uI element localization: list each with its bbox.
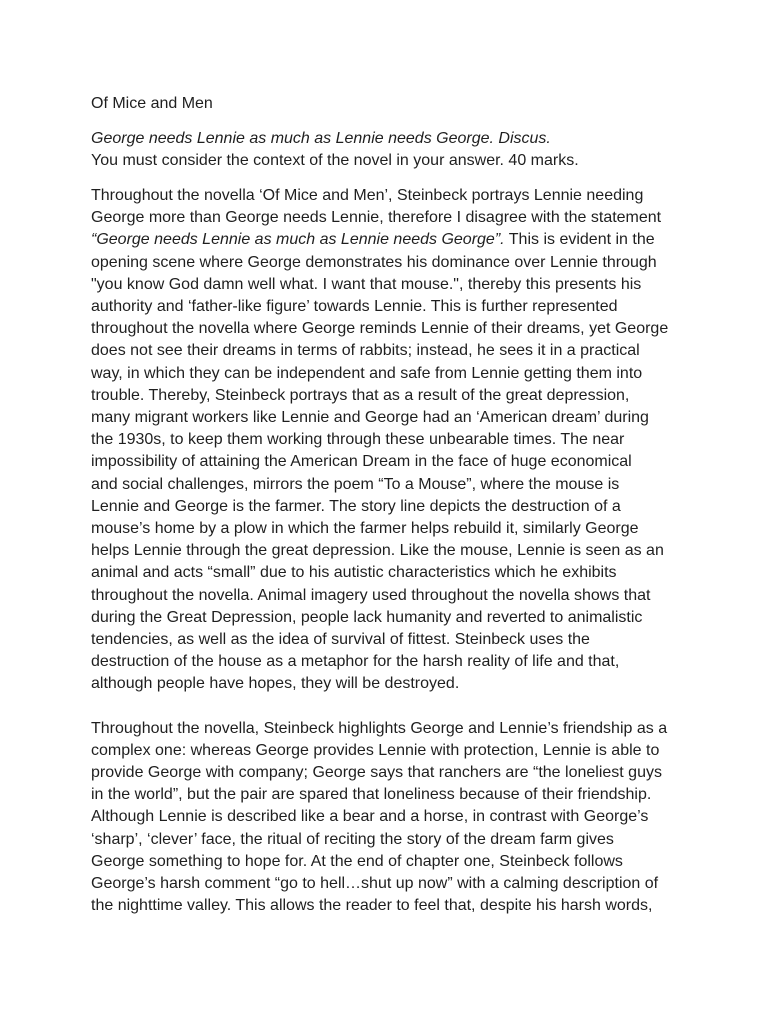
text-line: throughout the novella where George reminds Lennie of their dreams, yet George	[91, 320, 669, 338]
text-line: tendencies, as well as the idea of survival of fittest. Steinbeck uses the	[91, 631, 590, 649]
text-line: during the Great Depression, people lack humanity and reverted to animalistic	[91, 608, 643, 626]
essay-question	[91, 128, 691, 172]
text-line: opening scene where George demonstrates his dominance over Lennie through	[91, 253, 657, 271]
text-line: authority and ‘father-like figure’ towards Lennie. This is further represented	[91, 298, 618, 316]
text-line: "you know God damn well what. I want that mouse.", thereby this presents his	[91, 275, 642, 293]
text-line: George more than George needs Lennie, therefore I disagree with the statement	[91, 209, 662, 227]
text-line: ‘sharp’, ‘clever’ face, the ritual of reciting the story of the dream farm gives	[91, 830, 614, 848]
document-content	[91, 93, 691, 918]
text-line: way, in which they can be independent and safe from Lennie getting them into	[91, 364, 643, 382]
text-line: the 1930s, to keep them working through these unbearable times. The near	[91, 431, 625, 449]
text-line: does not see their dreams in terms of rabbits; instead, he sees it in a practical	[91, 342, 640, 360]
paragraph-2	[91, 718, 691, 918]
text-line: provide George with company; George says that ranchers are “the loneliest guys	[91, 764, 662, 782]
text-line: animal and acts “small” due to his autistic characteristics which he exhibits	[91, 564, 617, 582]
question-instruction: You must consider the context of the novel in your answer. 40 marks.	[91, 152, 579, 169]
text-line: the nighttime valley. This allows the reader to feel that, despite his harsh words,	[91, 897, 653, 915]
question-prompt: George needs Lennie as much as Lennie needs George. Discus.	[91, 130, 551, 147]
text-line: throughout the novella. Animal imagery used throughout the novella shows that	[91, 586, 651, 604]
text-line: George’s harsh comment “go to hell…shut up now” with a calming description of	[91, 875, 659, 893]
paragraph-1	[91, 185, 691, 696]
text-line: although people have hopes, they will be destroyed.	[91, 675, 460, 693]
text-line: destruction of the house as a metaphor for the harsh reality of life and that,	[91, 653, 620, 671]
text-line: Throughout the novella ‘Of Mice and Men’, Steinbeck portrays Lennie needing	[91, 187, 644, 204]
text-line: Although Lennie is described like a bear and a horse, in contrast with George’s	[91, 808, 649, 826]
text-line: helps Lennie through the great depression. Like the mouse, Lennie is seen as an	[91, 542, 664, 560]
text-line: trouble. Thereby, Steinbeck portrays that as a result of the great depression,	[91, 386, 630, 404]
quoted-statement: “George needs Lennie as much as Lennie needs George”.	[91, 231, 505, 249]
text-line: complex one: whereas George provides Lennie with protection, Lennie is able to	[91, 741, 660, 759]
text-fragment: This is evident in the	[504, 231, 655, 249]
text-line: Throughout the novella, Steinbeck highlights George and Lennie’s friendship as a	[91, 719, 668, 737]
text-line: impossibility of attaining the American Dream in the face of huge economical	[91, 453, 632, 471]
text-line: many migrant workers like Lennie and George had an ‘American dream’ during	[91, 409, 649, 427]
text-line	[91, 229, 691, 251]
text-line: in the world”, but the pair are spared that loneliness because of their friendship.	[91, 786, 652, 804]
document-title: Of Mice and Men	[91, 95, 213, 112]
text-line: mouse’s home by a plow in which the farmer helps rebuild it, similarly George	[91, 520, 639, 538]
text-line: George something to hope for. At the end of chapter one, Steinbeck follows	[91, 852, 623, 870]
text-line: and social challenges, mirrors the poem “To a Mouse”, where the mouse is	[91, 475, 620, 493]
text-line: Lennie and George is the farmer. The story line depicts the destruction of a	[91, 497, 621, 515]
